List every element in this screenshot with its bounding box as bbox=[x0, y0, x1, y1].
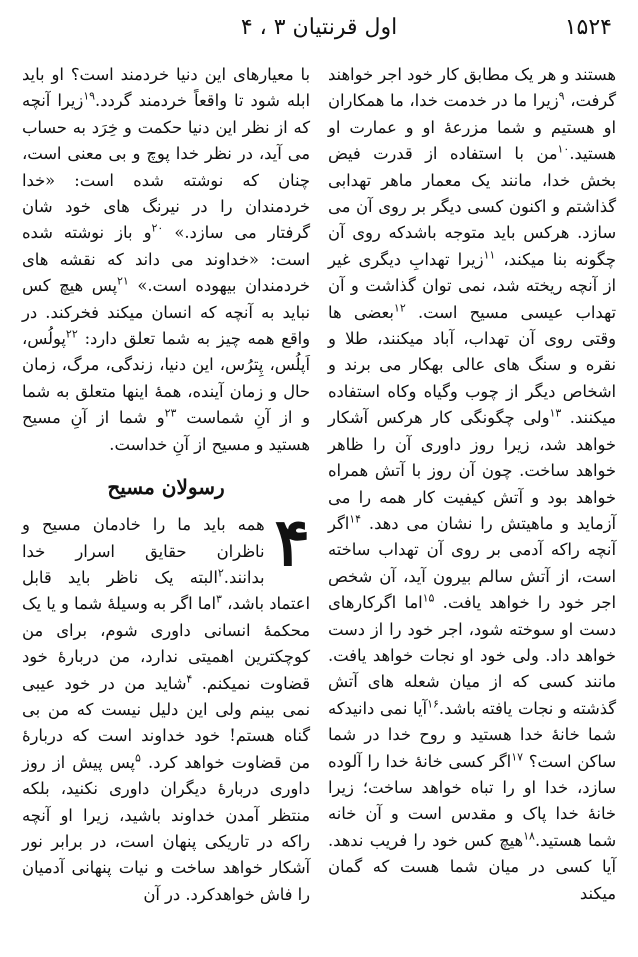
verse-text: و باز نوشته شده است: «خداوند می داند که نقشه های خردمندان بیهوده است.» bbox=[22, 223, 310, 296]
verse-number: ۲ bbox=[217, 566, 224, 580]
verse-number: ۲۳ bbox=[164, 406, 177, 420]
verse-number: ۱۰ bbox=[557, 142, 570, 156]
verse-text: پس پیش از روز داوری دربارهٔ دیگران داوری نکنید، بلکه منتظر آمدن خداوند باشید، زیرا او آنچه راکه در تاریکی پنهان است، در برابر نور آشکار خواهد ساخت و نیات پنهانی آدمیان را فاش خواهدکرد. در آن bbox=[22, 752, 310, 904]
verse-number: ۹ bbox=[558, 89, 565, 103]
running-title: اول قرنتیان ۳ ، ۴ bbox=[240, 15, 398, 40]
left-column-bottom-text bbox=[22, 503, 310, 908]
verse-text: پس هیچ کس نباید به آنچه که انسان میکند فخرکند. در واقع همه چیز به شما تعلق دارد: bbox=[22, 276, 310, 349]
verse-text: و شما از آنِ مسیح هستید و مسیح از آنِ خداست. bbox=[22, 408, 310, 454]
verse-text: اما اگر به وسیلهٔ شما و یا یک محکمهٔ انسانی داوری شوم، برای من کوچکترین اهمیتی ندارد، من دربارهٔ خود قضاوت نمیکنم. bbox=[22, 594, 310, 693]
verse-text: اما اگرکارهای دست او سوخته شود، اجر خود را از دست خواهد داد. ولی خود او نجات خواهد یافت. مانند کسی که از میان شعله های آتش گذشته و نجات یافته باشد. bbox=[328, 593, 617, 718]
verse-text: شاید من در خود عیبی نمی بینم ولی این دلیل نیست که من بی گناه هستم! خود خداوند است که دربارهٔ من قضاوت خواهد کرد. bbox=[22, 673, 310, 772]
verse-number: ۵ bbox=[134, 751, 141, 765]
verse-text: آیا نمی دانیدکه شما خانهٔ خدا هستید و روح خدا در شما ساکن است؟ bbox=[328, 698, 616, 771]
verse-number: ۲۲ bbox=[65, 327, 78, 341]
verse-number: ۱۵ bbox=[422, 591, 435, 605]
verse-number: ۱۳ bbox=[549, 406, 562, 420]
verse-number: ۲۱ bbox=[117, 274, 129, 288]
verse-text: ولی چگونگی کار هرکس آشکار خواهد شد، زیرا روز داوری آن را ظاهر خواهد ساخت. چون آن روز با آتش همراه خواهد بود و آتش کیفیت کار همه را می آزماید و ماهیتش را نشان می دهد. bbox=[328, 408, 616, 533]
page-header bbox=[26, 10, 612, 46]
verse-text: هستند و هر یک مطابق کار خود اجر خواهند گرفت، bbox=[328, 65, 616, 111]
verse-text: هیچ کس خود را فریب ندهد. آیا کسی در میان شما هست که گمان میکند bbox=[328, 830, 616, 903]
verse-number: ۱۷ bbox=[511, 750, 524, 764]
chapter-number: ۴ bbox=[274, 503, 310, 582]
verse-text: با معیارهای این دنیا خردمند است؟ او باید ابله شود تا واقعاً خردمند گردد. bbox=[22, 65, 310, 111]
verse-number: ۱۴ bbox=[349, 512, 362, 526]
chapter-block bbox=[22, 503, 310, 908]
verse-text: زیرا ما در خدمت خدا، ما همکاران او هستیم و شما مزرعهٔ او و عمارت او هستید. bbox=[328, 91, 616, 164]
verse-number: ۳ bbox=[216, 592, 222, 606]
verse-text: اگر کسی خانهٔ خدا را آلوده سازد، خدا او را تباه خواهد ساخت؛ زیرا خانهٔ خدا پاک و مقدس است و آن خانه شما هستید. bbox=[328, 751, 616, 850]
verse-text: زیرا تهدابِ دیگری غیر از آنچه ریخته شد، نمی توان گذاشت و آن تهداب عیسی مسیح است. bbox=[328, 249, 616, 322]
section-heading: رسولان مسیح bbox=[107, 475, 225, 500]
verse-number: ۱۹ bbox=[83, 89, 96, 103]
verse-number: ۴ bbox=[186, 672, 193, 686]
left-column-top-text bbox=[22, 62, 310, 458]
verse-text: زیرا آنچه که از نظر این دنیا حکمت و خِرَد به حساب می آید، در نظر خدا پوچ و بی معنی است، چنان که نوشته شده است: «خدا خردمندان را در نیرنگ های خود شان گرفتار می سازد.» bbox=[22, 91, 310, 243]
verse-text: بعضی ها وقتی روی آن تهداب، آباد میکنند، طلا و نقره و سنگ های عالی بهکار می برند و اشخاص دیگر از چوب وگیاه وکاه استفاده میکنند. bbox=[328, 302, 616, 428]
verse-text: همه باید ما را خادمان مسیح و ناظران حقایق اسرار خدا بدانند. bbox=[22, 515, 265, 587]
right-column-text bbox=[328, 62, 616, 907]
verse-number: ۱۲ bbox=[393, 301, 406, 315]
right-column bbox=[328, 62, 616, 907]
verse-number: ۱۸ bbox=[523, 829, 535, 843]
verse-number: ۱۶ bbox=[427, 697, 439, 711]
verse-number: ۲۰ bbox=[151, 222, 164, 236]
verse-number: ۱۱ bbox=[483, 248, 496, 262]
verse-text: من با استفاده از قدرت فیض بخش خدا، مانند یک معمار ماهر تهدابی گذاشتم و اکنون کسی دیگر بر روی آن می سازد. هرکس باید متوجه باشدکه روی آن چگونه بنا میکند، bbox=[328, 144, 616, 269]
page-number: ۱۵۲۴ bbox=[564, 15, 612, 40]
verse-text: اگر آنچه راکه آدمی بر روی آن تهداب ساخته است، از آتش سالم بیرون آید، آن شخص اجر خود را خواهد یافت. bbox=[328, 513, 616, 613]
verse-text: پولُس، اَپلُس، پِترُس، این دنیا، زندگی، مرگ، زمان حال و زمان آینده، همهٔ اینها متعلق به شما و از آنِ شماست bbox=[22, 329, 310, 428]
left-column bbox=[22, 62, 310, 908]
verse-text: البته یک ناظر باید قابل اعتماد باشد، bbox=[22, 567, 310, 614]
